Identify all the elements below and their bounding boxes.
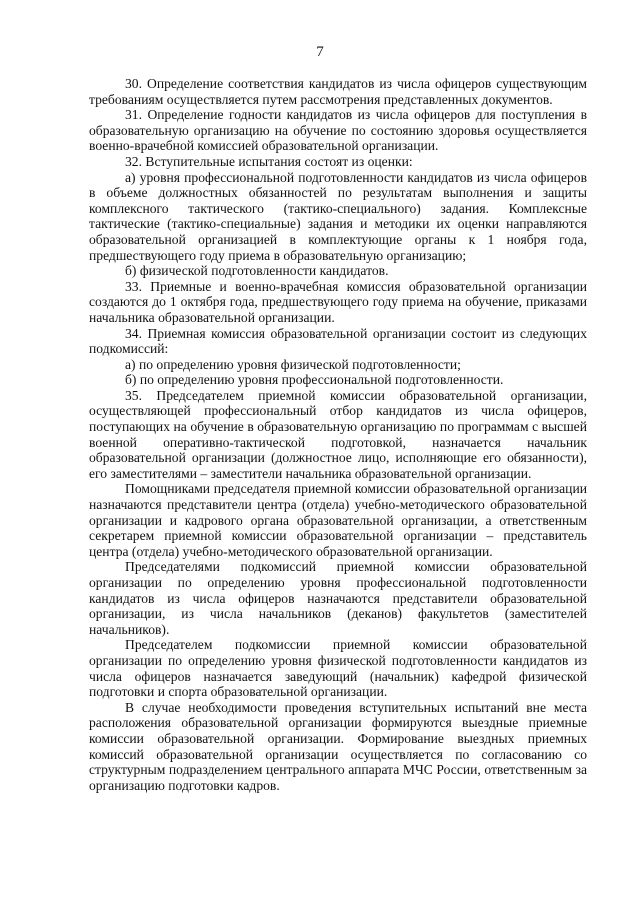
page-number: 7 bbox=[316, 44, 324, 60]
paragraph-32: 32. Вступительные испытания состоят из оценки: bbox=[125, 153, 413, 169]
paragraph-35: 35. Председателем приемной комиссии образовательной организации, осуществляющей профессиональный отбор кандидатов из числа офицеров, поступающих на обучение в образовательную организацию по программам с высшей военной оперативно-тактической подготовкой, назначается начальник образовательной организации (должностное лицо, исполняющие его обязанности), его заместителями – заместители начальника образовательной организации. bbox=[89, 387, 587, 481]
paragraph-34b: б) по определению уровня профессиональной подготовленности. bbox=[125, 372, 504, 388]
paragraph-30: 30. Определение соответствия кандидатов из числа офицеров существующим требованиям осуществляется путем рассмотрения представленных документов. bbox=[89, 76, 587, 107]
paragraph-physical-chair: Председателем подкомиссии приемной комиссии образовательной организации по определению уровня физической подготовленности кандидатов из числа офицеров назначается заведующий (начальник) кафедрой физической подготовки и спорта образовательной организации. bbox=[89, 637, 587, 700]
paragraph-mobile-commissions: В случае необходимости проведения вступительных испытаний вне места расположения образовательной организации формируются выездные приемные комиссии образовательной организации. Формирование выездных приемных комиссий образовательной организации осуществляется по согласованию со структурным подразделением центрального аппарата МЧС России, ответственным за организацию подготовки кадров. bbox=[89, 699, 587, 793]
paragraph-33: 33. Приемные и военно-врачебная комиссия образовательной организации создаются до 1 октября года, предшествующего году приема на обучение, приказами начальника образовательной организации. bbox=[89, 278, 587, 325]
paragraph-34a: а) по определению уровня физической подготовленности; bbox=[125, 356, 461, 372]
paragraph-32a: а) уровня профессиональной подготовленности кандидатов из числа офицеров в объеме должностных обязанностей по результатам выполнения и защиты комплексного тактического (тактико-специального) задания. Комплексные тактические (тактико-специальные) задания и методики их оценки направляются образовательной организацией в комплектующие органы к 1 ноября года, предшествующего году приема в образовательную организацию; bbox=[89, 169, 587, 263]
paragraph-assistants: Помощниками председателя приемной комиссии образовательной организации назначаются представители центра (отдела) учебно-методического образовательной организации и кадрового органа образовательной организации, а ответственным секретарем приемной комиссии образовательной организации – представитель центра (отдела) учебно-методического образовательной организации. bbox=[89, 481, 587, 559]
paragraph-34: 34. Приемная комиссия образовательной организации состоит из следующих подкомиссий: bbox=[89, 325, 587, 357]
paragraph-subcommission-chairs: Председателями подкомиссий приемной комиссии образовательной организации по определению уровня профессиональной подготовленности кандидатов из числа офицеров назначаются представители образовательной организации, из числа начальников (деканов) факультетов (заместителей начальников). bbox=[89, 559, 587, 637]
paragraph-31: 31. Определение годности кандидатов из числа офицеров для поступления в образовательную организацию на обучение по состоянию здоровья осуществляется военно-врачебной комиссией образовательной организации. bbox=[89, 107, 587, 154]
document-body bbox=[89, 76, 587, 793]
paragraph-32b: б) физической подготовленности кандидатов. bbox=[125, 263, 389, 279]
